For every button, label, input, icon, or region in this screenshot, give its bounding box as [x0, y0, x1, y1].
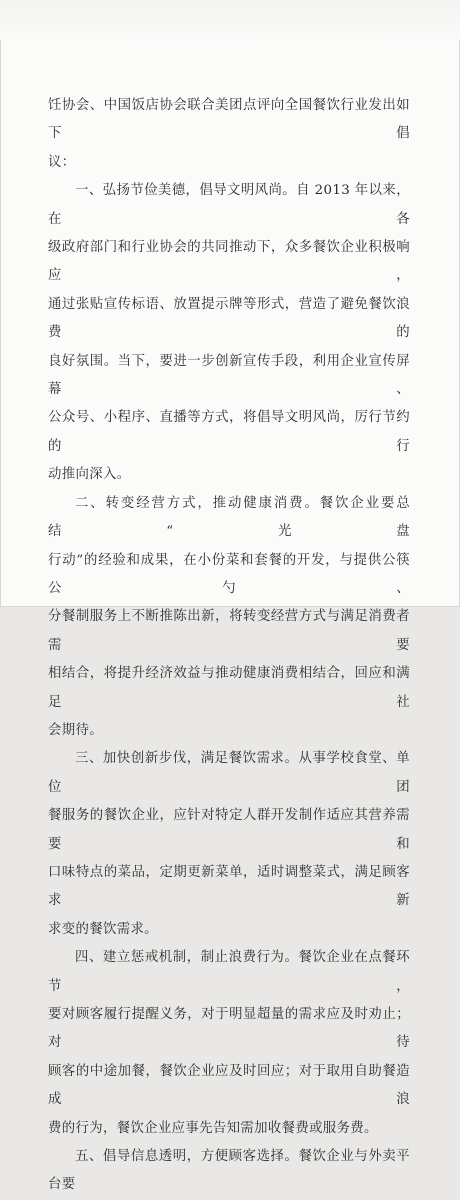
text-line: 动推向深入。: [48, 467, 131, 483]
text-line: 费的行为，餐饮企业应事先告知需加收餐费或服务费。: [48, 1120, 378, 1136]
text-line: 二、转变经营方式，推动健康消费。餐饮企业要总结“光盘: [48, 495, 410, 540]
paragraph-item-2: [48, 490, 410, 746]
text-line: 三、加快创新步伐，满足餐饮需求。从事学校食堂、单位团: [48, 751, 410, 795]
page-fold-shadow: [0, 0, 460, 40]
text-line: 口味特点的菜品，定期更新菜单，适时调整菜式，满足顾客求新: [48, 864, 410, 909]
text-line: 行动”的经验和成果，在小份菜和套餐的开发，与提供公筷公勺、: [48, 552, 410, 596]
text-line: 会期待。: [48, 722, 103, 738]
text-line: 顾客的中途加餐，餐饮企业应及时回应；对于取用自助餐造成浪: [48, 1063, 410, 1108]
text-line: 五、倡导信息透明，方便顾客选择。餐饮企业与外卖平台要: [48, 1149, 410, 1193]
text-line: 要对顾客履行提醒义务，对于明显超量的需求应及时劝止；对待: [48, 1007, 410, 1051]
text-line: 良好氛围。当下，要进一步创新宣传手段，利用企业宣传屏幕、: [48, 353, 410, 398]
text-line: 公众号、小程序、直播等方式，将倡导文明风尚，厉行节约的行: [48, 410, 410, 454]
paragraph-intro: [48, 92, 410, 177]
paragraph-item-3: [48, 745, 410, 944]
document-body: [48, 92, 410, 1200]
text-line: 级政府部门和行业协会的共同推动下，众多餐饮企业积极响应，: [48, 240, 410, 284]
text-line: 通过张贴宣传标语、放置提示牌等形式，营造了避免餐饮浪费的: [48, 296, 410, 341]
text-line: 议：: [48, 154, 76, 170]
paragraph-item-4: [48, 944, 410, 1143]
text-line: 四、建立惩戒机制，制止浪费行为。餐饮企业在点餐环节，: [48, 950, 410, 994]
paragraph-item-1: [48, 177, 410, 489]
text-line: 相结合，将提升经济效益与推动健康消费相结合，回应和满足社: [48, 666, 410, 710]
text-line: 饪协会、中国饭店协会联合美团点评向全国餐饮行业发出如下倡: [48, 98, 410, 142]
text-line: 一、弘扬节俭美德，倡导文明风尚。自 2013 年以来，在各: [48, 183, 410, 227]
paragraph-item-5: [48, 1143, 410, 1200]
text-line: 求变的餐饮需求。: [48, 921, 158, 937]
text-line: 餐服务的餐饮企业，应针对特定人群开发制作适应其营养需要和: [48, 808, 410, 852]
text-line: 分餐制服务上不断推陈出新，将转变经营方式与满足消费者需要: [48, 609, 410, 653]
